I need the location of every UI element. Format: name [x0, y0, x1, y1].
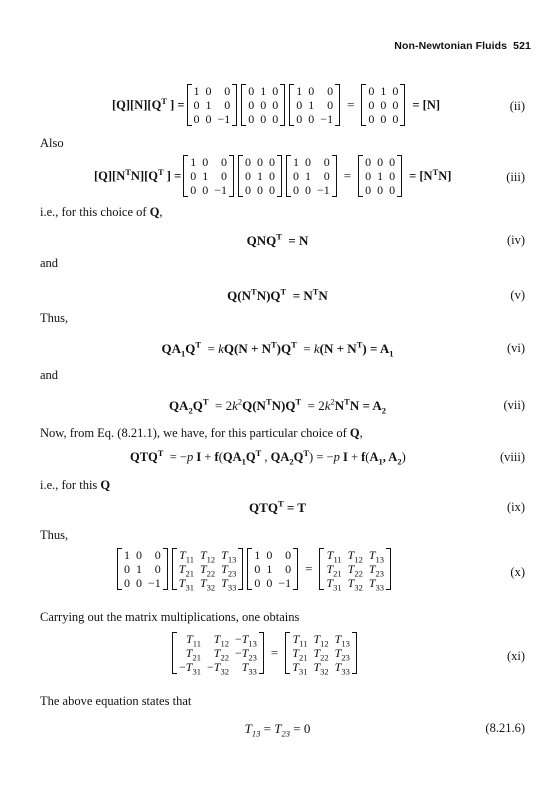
matrix-entry: 0: [389, 169, 396, 183]
matrix-entry: 0: [305, 183, 311, 197]
matrix-entry: $T_{12}$: [313, 632, 329, 649]
matrix-entry: 0: [389, 155, 396, 169]
matrix-entry: −1: [214, 183, 227, 197]
text-and: and: [40, 368, 59, 382]
matrix-entry: 0: [323, 155, 330, 169]
matrix-entry: 0: [154, 562, 161, 576]
matrix-entry: 1: [136, 562, 142, 576]
matrix-entry: 0: [257, 183, 263, 197]
matrix-entry: 0: [124, 576, 130, 590]
matrix-entry: 0: [285, 562, 292, 576]
matrix-entry: 0: [269, 183, 275, 197]
matrix: [172, 548, 244, 593]
matrix-entry: 1: [190, 155, 197, 169]
eq-iii-lhs: $[Q][N^TN][Q^T$ ] =: [94, 166, 182, 183]
matrix-entry: $T_{23}$: [221, 562, 237, 579]
text-ie-this: i.e., for this Q: [40, 478, 111, 492]
matrix-entry: 0: [327, 98, 334, 112]
matrix-entry: $T_{12}$: [347, 548, 363, 565]
equation-ix: $QTQ^T = T$: [249, 498, 306, 515]
matrix-entry: 0: [389, 183, 396, 197]
matrix-entry: 0: [245, 155, 251, 169]
equation-tag: (v): [510, 288, 525, 302]
matrix-entry: 0: [245, 169, 251, 183]
equation-tag: (8.21.6): [485, 721, 525, 735]
text-now: Now, from Eq. (8.21.1), we have, for this particular choice of Q,: [40, 426, 363, 440]
matrix-entry: −1: [278, 576, 292, 590]
text-also: Also: [40, 136, 64, 150]
matrix-entry: $T_{11}$: [186, 632, 201, 649]
matrix-entry: 0: [248, 112, 255, 126]
matrix-entry: 0: [260, 98, 267, 112]
equation-tag: (viii): [500, 450, 525, 464]
equation-tag: (iii): [506, 170, 525, 184]
matrix-entry: 1: [202, 169, 209, 183]
matrix-entry: $T_{21}$: [185, 646, 201, 663]
matrix-entry: 0: [365, 183, 372, 197]
equation-v: $Q(N^TN)Q^T = N^TN$: [227, 286, 328, 303]
matrix-entry: $-T_{23}$: [234, 646, 257, 663]
matrix-entry: 0: [392, 84, 399, 98]
matrix: [187, 84, 238, 126]
matrix-entry: 1: [296, 84, 303, 98]
matrix-entry: 1: [124, 548, 130, 562]
matrix-entry: 0: [224, 84, 231, 98]
matrix-entry: 0: [136, 576, 142, 590]
matrix-entry: 0: [193, 98, 200, 112]
equation-iii: $[Q][N^TN][Q^T$ ] = 1 0 0 0 1 0 0 0 −1 0 0 0 0 1 0 0 0 0 1 0 0 0 1 0 0 0 −1 = 0 0 0 0 1 0 0 0 0 = $[N^TN]$: [94, 155, 452, 197]
matrix-entry: $T_{21}$: [292, 646, 308, 663]
matrix-entry: $T_{22}$: [347, 562, 363, 579]
matrix: [361, 84, 405, 126]
matrix-entry: 0: [368, 84, 375, 98]
matrix-entry: $T_{12}$: [199, 548, 216, 565]
matrix-entry: 0: [221, 169, 227, 183]
equation-xi: $T_{11}$ $T_{12}$ $-T_{13}$ $T_{21}$ $T_{22}$ $-T_{23}$ $-T_{31}$ $-T_{32}$ $T_{33}$ = $T_{11}$ $T_{12}$ $T_{13}$ $T_{21}$ $T_{22}$ $T_{23}$ $T_{31}$ $T_{32}$ $T_{33}$: [170, 632, 359, 674]
matrix-entry: 0: [202, 183, 209, 197]
matrix-entry: 0: [205, 84, 212, 98]
matrix-entry: 0: [365, 155, 372, 169]
matrix-entry: $T_{33}$: [334, 660, 350, 677]
matrix: [172, 632, 264, 677]
matrix-entry: 1: [377, 169, 384, 183]
matrix-entry: 0: [323, 169, 330, 183]
matrix-entry: $T_{32}$: [199, 576, 216, 593]
matrix-entry: 0: [248, 84, 255, 98]
matrix: [286, 155, 337, 197]
matrix-entry: 0: [392, 112, 399, 126]
matrix-entry: $T_{13}$: [368, 548, 385, 565]
equation-tag: (x): [510, 565, 525, 579]
equation-x: 1 0 0 0 1 0 0 0 −1 $T_{11}$ $T_{12}$ $T_{13}$ $T_{21}$ $T_{22}$ $T_{23}$ $T_{31}$ $T_{32}$ $T_{33}$ 1 0 0 0 1 0 0 0 −1 = $T_{11}$ $T_{12}$ $T_{13}$ $T_{21}$ $T_{22}$ $T_{23}$ $T_{31}$ $T_{32}$ $T_{33}$: [115, 548, 393, 590]
matrix: [319, 548, 391, 593]
matrix: [117, 548, 168, 590]
equation-tag: (vii): [503, 398, 525, 412]
matrix-entry: 1: [205, 98, 212, 112]
matrix-entry: $-T_{32}$: [206, 660, 229, 677]
matrix-entry: $T_{22}$: [199, 562, 216, 579]
matrix-entry: 1: [260, 84, 267, 98]
matrix-entry: $T_{21}$: [326, 562, 342, 579]
equation-ii: $[Q][N][Q^T$ ] = 1 0 0 0 1 0 0 0 −1 0 1 0 0 0 0 0 0 0 1 0 0 0 1 0 0 0 −1 = 0 1 0 0 0 0 0 0 0 = [N]: [112, 84, 441, 126]
matrix-entry: 0: [221, 155, 227, 169]
matrix-entry: 0: [272, 84, 279, 98]
running-header: [394, 40, 531, 52]
matrix-entry: 0: [190, 183, 197, 197]
matrix-entry: 0: [296, 112, 303, 126]
matrix-entry: $T_{22}$: [313, 646, 329, 663]
matrix-entry: $T_{22}$: [213, 646, 229, 663]
matrix-entry: $T_{31}$: [292, 660, 308, 677]
matrix-entry: $T_{33}$: [241, 660, 257, 677]
matrix-entry: 1: [254, 548, 261, 562]
matrix-entry: 0: [293, 183, 299, 197]
text-and: and: [40, 256, 59, 270]
matrix-entry: −1: [148, 576, 161, 590]
matrix-entry: 0: [154, 548, 161, 562]
matrix-entry: 0: [272, 112, 279, 126]
matrix-entry: 0: [266, 576, 273, 590]
matrix-entry: −1: [317, 183, 330, 197]
matrix-entry: 0: [296, 98, 303, 112]
text-above: The above equation states that: [40, 694, 192, 708]
matrix-entry: 0: [365, 169, 372, 183]
matrix-entry: 0: [136, 548, 142, 562]
matrix-entry: 0: [202, 155, 209, 169]
matrix: [289, 84, 340, 126]
text-thus: Thus,: [40, 528, 69, 542]
equation-tag: (iv): [506, 233, 525, 247]
matrix: [238, 155, 282, 197]
matrix-entry: 0: [254, 576, 261, 590]
matrix-entry: 0: [266, 548, 273, 562]
text-thus: Thus,: [40, 311, 69, 325]
equation-final: $T_{13} = T_{23} = 0$: [244, 721, 311, 739]
matrix-entry: 0: [380, 112, 387, 126]
matrix-entry: $T_{13}$: [334, 632, 350, 649]
matrix-entry: 0: [190, 169, 197, 183]
matrix-entry: 0: [257, 155, 263, 169]
matrix-entry: 0: [245, 183, 251, 197]
matrix: [358, 155, 402, 197]
matrix: [285, 632, 357, 677]
matrix-entry: 0: [327, 84, 334, 98]
matrix-entry: 1: [266, 562, 273, 576]
matrix-entry: 0: [308, 112, 315, 126]
matrix-entry: 0: [285, 548, 292, 562]
matrix: [183, 155, 234, 197]
matrix-entry: 0: [193, 112, 200, 126]
matrix-entry: $T_{12}$: [213, 632, 229, 649]
equation-tag: (ix): [506, 500, 525, 514]
matrix-entry: 0: [254, 562, 261, 576]
matrix-entry: 0: [305, 155, 311, 169]
equation-viii: $QTQ^T = -p$ $I + f(QA_1Q^T$ , $QA_2Q^T) = -p$ $I + f(A_1$, $A_2$): [130, 447, 406, 467]
matrix-entry: $T_{32}$: [313, 660, 329, 677]
text-carrying: Carrying out the matrix multiplications, one obtains: [40, 610, 300, 624]
matrix-entry: $-T_{31}$: [179, 660, 201, 677]
matrix-entry: $T_{11}$: [292, 632, 308, 649]
eq-ii-lhs: $[Q][N][Q^T$ ] =: [112, 95, 185, 112]
matrix-entry: 0: [308, 84, 315, 98]
matrix-entry: 1: [380, 84, 387, 98]
matrix-entry: 0: [368, 112, 375, 126]
matrix-entry: 0: [392, 98, 399, 112]
matrix-entry: $T_{11}$: [326, 548, 342, 565]
matrix-entry: −1: [320, 112, 334, 126]
equation-tag: (ii): [509, 99, 525, 113]
matrix-entry: 0: [224, 98, 231, 112]
matrix-entry: 0: [272, 98, 279, 112]
running-title: Non-Newtonian Fluids: [394, 40, 508, 52]
matrix-entry: 1: [308, 98, 315, 112]
equation-vii: $QA_2Q^T = 2k^2Q(N^TN)Q^T = 2k^2N^TN = A_2$: [168, 396, 387, 416]
matrix-entry: 0: [380, 98, 387, 112]
matrix-entry: 1: [257, 169, 263, 183]
matrix-entry: 0: [124, 562, 130, 576]
matrix-entry: $T_{31}$: [326, 576, 342, 593]
matrix-entry: 0: [377, 183, 384, 197]
matrix: [247, 548, 298, 590]
page-number: 521: [513, 40, 531, 52]
matrix-entry: $T_{21}$: [178, 562, 194, 579]
equation-tag: (vi): [506, 341, 525, 355]
matrix-entry: $T_{32}$: [347, 576, 363, 593]
matrix-entry: 0: [269, 169, 275, 183]
matrix-entry: 0: [205, 112, 212, 126]
matrix: [241, 84, 285, 126]
matrix-entry: 0: [269, 155, 275, 169]
matrix-entry: $T_{33}$: [221, 576, 237, 593]
matrix-entry: 0: [368, 98, 375, 112]
text-ie-choice: i.e., for this choice of Q,: [40, 205, 163, 219]
matrix-entry: −1: [217, 112, 231, 126]
matrix-entry: $T_{11}$: [179, 548, 194, 565]
equation-tag: (xi): [506, 649, 525, 663]
matrix-entry: $T_{23}$: [368, 562, 385, 579]
matrix-entry: $T_{23}$: [334, 646, 350, 663]
matrix-entry: 0: [293, 169, 299, 183]
matrix-entry: 1: [293, 155, 299, 169]
matrix-entry: 1: [305, 169, 311, 183]
matrix-entry: $T_{33}$: [368, 576, 385, 593]
matrix-entry: $T_{31}$: [178, 576, 194, 593]
equation-iv: $QNQ^T = N$: [246, 231, 309, 248]
matrix-entry: 1: [193, 84, 200, 98]
matrix-entry: 0: [260, 112, 267, 126]
equation-vi: $QA_1Q^T = kQ(N + N^T)Q^T = k(N + N^T) = A_1$: [161, 339, 394, 359]
matrix-entry: $-T_{13}$: [234, 632, 257, 649]
matrix-entry: $T_{13}$: [221, 548, 237, 565]
matrix-entry: 0: [377, 155, 384, 169]
matrix-entry: 0: [248, 98, 255, 112]
